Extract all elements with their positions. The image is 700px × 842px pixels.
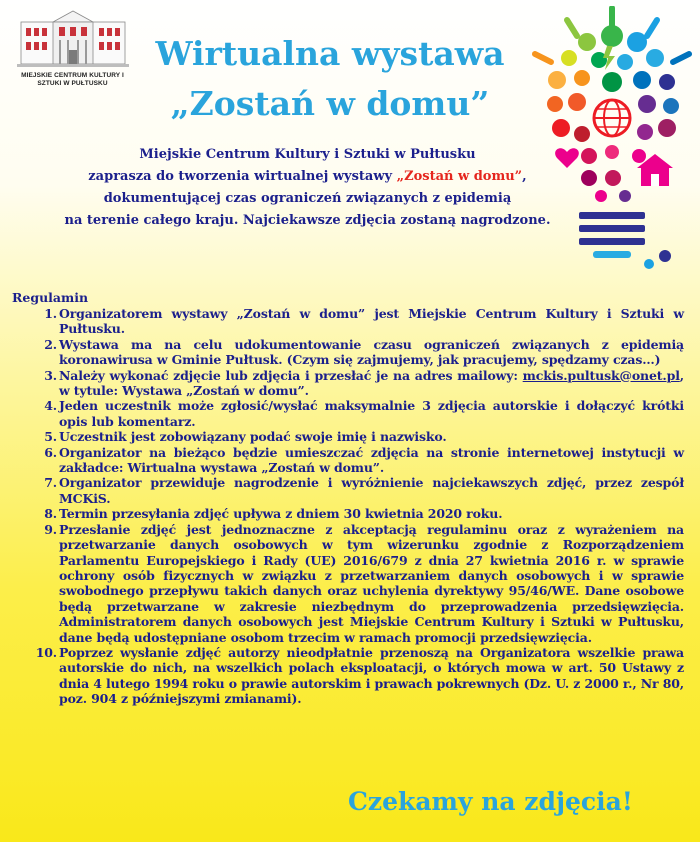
rules-heading: Regulamin <box>12 290 89 305</box>
page-title: Wirtualna wystawa <box>155 34 505 73</box>
rule-item: 9. Przesłanie zdjęć jest jednoznaczne z akceptacją regulaminu oraz z wyrażeniem na przetwarzanie danych osobowych w tym wizerunku zgodnie z Rozporządzeniem Parlamentu Europejskiego i Rady (UE) 2016/679 z dnia 27 kwietnia 2016 r. w sprawie ochrony osób fizycznych w związku z przetwarzaniem danych osobowych i w sprawie swobodnego przepływu takich danych oraz uchylenia dyrektywy 95/46/WE. Dane osobowe będą przetwarzane w zakresie niezbędnym do przeprowadzenia przedsięwzięcia. Administratorem danych osobowych jest Miejskie Centrum Kultury i Sztuki w Pułtusku, dane będą udostępniane osobom trzecim w ramach promocji przedsięwzięcia. <box>44 521 684 645</box>
intro-line-2 <box>20 166 595 188</box>
rule-item: 2. Wystawa ma na celu udokumentowanie czasu ograniczeń związanych z epidemią koronawirusa w Gminie Pułtusk. (Czym się zajmujemy, jak pracujemy, spędzamy czas…) <box>44 336 684 368</box>
closing-text: Czekamy na zdjęcia! <box>348 787 633 816</box>
rules-list <box>12 306 684 707</box>
bulb-icon <box>527 6 697 276</box>
rule-item: 8. Termin przesyłania zdjęć upływa z dniem 30 kwietnia 2020 roku. <box>44 506 503 522</box>
page-subtitle: „Zostań w domu” <box>170 84 490 123</box>
intro-text <box>20 144 595 232</box>
intro-line-2-post: , <box>522 169 527 184</box>
rule-item: 5. Uczestnik jest zobowiązany podać swoje imię i nazwisko. <box>44 429 447 445</box>
exhibition-name-highlight: „Zostań w domu” <box>396 169 523 184</box>
logo-text: MIEJSKIE CENTRUM KULTURY I SZTUKI W PUŁTUSKU <box>21 72 124 87</box>
email-link[interactable]: mckis.pultusk@onet.pl <box>522 367 680 383</box>
intro-line-1: Miejskie Centrum Kultury i Sztuki w Pułtusku <box>139 147 476 162</box>
bulb-base <box>579 212 671 269</box>
heart-icon <box>555 148 579 168</box>
intro-line-2-pre: zaprasza do tworzenia wirtualnej wystawy <box>88 169 397 184</box>
rule-item: 6. Organizator na bieżąco będzie umieszczać zdjęcia na stronie internetowej instytucji w zakładce: Wirtualna wystawa „Zostań w domu”. <box>44 444 684 476</box>
globe-icon <box>594 100 630 136</box>
rule-item: 7. Organizator przewiduje nagrodzenie i wyróżnienie najciekawszych zdjęć, przez zespół MCKiS. <box>44 475 684 506</box>
rule-item: 4. Jeden uczestnik może zgłosić/wysłać maksymalnie 3 zdjęcia autorskie i dołączyć krótki opis lub komentarz. <box>44 398 684 429</box>
rule-item: 10. Poprzez wysłanie zdjęć autorzy nieodpłatnie przenoszą na Organizatora wszelkie prawa autorskie do nich, na wszelkich polach eksploatacji, o których mowa w art. 50 Ustawy z dnia 4 lutego 1994 roku o prawie autorskim i prawach pokrewnych (Dz. U. z 2000 r., Nr 80, poz. 904 z późniejszymi zmianami). <box>35 644 684 707</box>
intro-line-3: dokumentującej czas ograniczeń związanych z epidemią <box>103 191 512 206</box>
rule-item: 3. Należy wykonać zdjęcie lub zdjęcia i przesłać je na adres mailowy: mckis.pultusk@onet.pl, w tytule: Wystawa „Zostań w domu”. <box>44 367 684 399</box>
intro-line-4: na terenie całego kraju. Najciekawsze zdjęcia zostaną nagrodzone. <box>64 213 551 228</box>
bulb-glass <box>547 25 679 202</box>
rule-item: 1. Organizatorem wystawy „Zostań w domu” jest Miejskie Centrum Kultury i Sztuki w Pułtusku. <box>44 306 684 337</box>
